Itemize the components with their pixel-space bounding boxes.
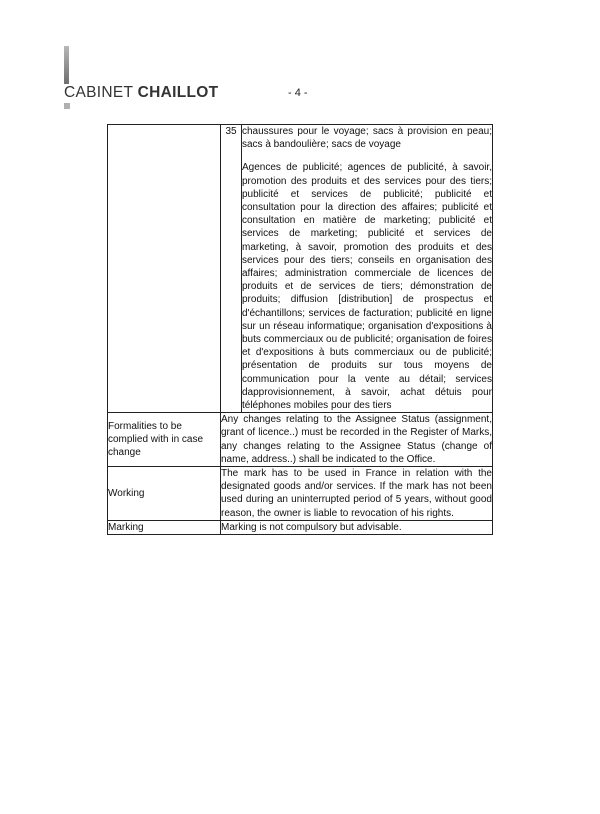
class-number: 35 [221, 125, 242, 413]
class-row-empty-label [108, 125, 221, 413]
class-35-services: Agences de publicité; agences de publicité, à savoir, promotion des produits et des services pour des tiers; publicité et services de publicité; publicité et consultation pour la direction des affaires; publicité et consultation en matière de marketing; publicité et services de marketing; publicité et services de marketing, à savoir, promotion des produits et des services pour des tiers; conseils en organisation des affaires; administration commerciale de licences de produits et de services de tiers; démonstration de produits; diffusion [distribution] de prospectus et d'échantillons; services de facturation; publicité en ligne sur un réseau informatique; organisation d'expositions à buts commerciaux ou de publicité; organisation de foires et d'expositions à buts commerciaux ou de publicité; présentation de produits sur tous moyens de communication pour la vente au détail; services dapprovisionnement, à savoir, achat détuis pour téléphones mobiles pour des tiers [242, 162, 492, 412]
class-description [242, 125, 493, 413]
logo-text-bold: CHAILLOT [137, 84, 219, 101]
formalities-row [108, 413, 493, 467]
marking-value: Marking is not compulsory but advisable. [221, 520, 493, 534]
logo-bar-icon [64, 46, 69, 84]
marking-row [108, 520, 493, 534]
logo-text [64, 84, 218, 102]
working-row [108, 467, 493, 521]
logo-text-light: CABINET [64, 84, 138, 101]
marking-label: Marking [108, 520, 221, 534]
working-label: Working [108, 467, 221, 521]
formalities-value: Any changes relating to the Assignee Status (assignment, grant of licence..) must be recorded in the Register of Marks, any changes relating to the Assignee Status (change of name, address..) shall be indicated to the Office. [221, 414, 492, 465]
trademark-info-table [107, 124, 493, 535]
formalities-label: Formalities to be complied with in case change [108, 413, 221, 467]
cabinet-chaillot-logo [64, 46, 219, 106]
working-value: The mark has to be used in France in relation with the designated goods and/or services. If the mark has not been used during an uninterrupted period of 5 years, without good reason, the owner is liable to revocation of his rights. [221, 468, 492, 519]
page-number: - 4 - [288, 87, 308, 99]
class-34-tail: chaussures pour le voyage; sacs à provision en peau; sacs à bandoulière; sacs de voyage [242, 126, 492, 151]
class-row [108, 125, 493, 413]
logo-square-icon [64, 103, 70, 109]
